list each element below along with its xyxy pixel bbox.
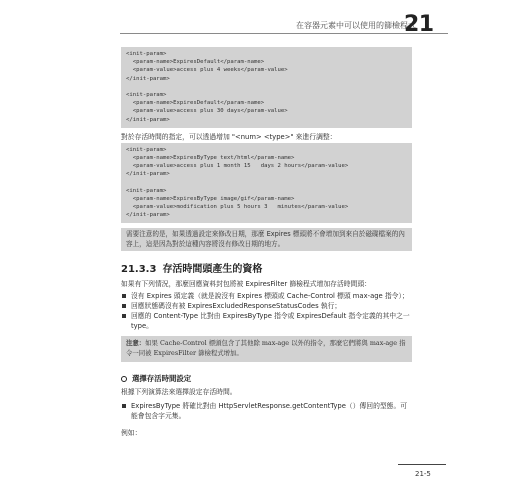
subheading <box>121 374 412 384</box>
section-intro: 如果有下列情況，那麼回應資料封包將被 ExpiresFilter 篩檢程式增加存活時間頭： <box>121 280 371 289</box>
note-text: 如果 Cache-Control 標頭包含了其他除 max-age 以外的指令，那麼它們將與 max-age 指令一同被 ExpiresFilter 篩檢程式增加。 <box>126 339 406 357</box>
code-line: <param-name>ExpiresDefault</param-name> <box>126 100 265 107</box>
sub-intro: 根據下列演算法來選擇設定存活時間。 <box>121 387 237 396</box>
condition-list <box>121 291 412 331</box>
intro-paragraph: 對於存活時間的指定，可以透過增加 "<num> <type>" 來進行調整： <box>121 132 337 141</box>
list-item-text: 回應的 Content-Type 比對由 ExpiresByType 指令或 ExpiresDefault 指令定義的其中之一 type。 <box>131 312 410 331</box>
chapter-number: 21 <box>404 12 434 37</box>
page-header <box>0 0 520 50</box>
code-line: <init-param> <box>126 91 167 98</box>
page-number: 21-5 <box>415 470 431 478</box>
square-bullet-icon <box>122 314 126 318</box>
note-box-cache-control <box>121 336 412 361</box>
header-rule <box>120 33 448 34</box>
list-item-text: 沒有 Expires 頭定義（就是說沒有 Expires 標頭或 Cache-Control 標頭 max-age 指令）； <box>131 292 409 301</box>
code-line <box>126 178 408 186</box>
circle-bullet-icon <box>121 376 127 382</box>
algorithm-list <box>121 401 412 421</box>
code-line: </init-param> <box>126 116 170 123</box>
code-line: <param-value>access plus 30 days</param-value> <box>126 108 288 115</box>
subheading-text: 選擇存活時間設定 <box>132 373 192 383</box>
list-item-text: ExpiresByType 將確比對由 HttpServletResponse.getContentType（）傳回的型態。可能會包含字元集。 <box>131 401 408 420</box>
list-item <box>121 401 412 421</box>
code-line: <param-value>access plus 1 month 15 days 2 hours</param-value> <box>126 163 349 170</box>
code-line: <param-value>modification plus 5 hours 3 minutes</param-value> <box>126 204 349 210</box>
code-line: <param-name>ExpiresByType image/gif</param-name> <box>126 195 295 202</box>
example-label: 例如： <box>121 428 142 437</box>
section-heading <box>121 263 412 277</box>
list-item-text: 回應狀態碼沒有被 ExpiresExcludedResponseStatusCodes 執行； <box>131 302 342 311</box>
list-item <box>121 301 412 311</box>
square-bullet-icon <box>122 294 126 298</box>
note-label: 注意： <box>126 339 146 348</box>
code-line: <param-name>ExpiresDefault</param-name> <box>126 59 265 66</box>
code-line: </init-param> <box>126 171 170 178</box>
page-content <box>121 47 412 438</box>
section-number: 21.3.3 <box>121 264 157 276</box>
code-block-expires-default <box>121 47 412 128</box>
code-line: </init-param> <box>126 75 170 82</box>
footer-rule <box>398 464 446 465</box>
code-block-expires-by-type <box>121 143 412 224</box>
code-line: <init-param> <box>126 146 167 153</box>
square-bullet-icon <box>122 404 126 408</box>
list-item <box>121 311 412 331</box>
section-title: 存活時間頭產生的資格 <box>162 264 263 276</box>
note-box: 需要注意的是，如果透過設定來修改日期，那麼 Expires 標頭將不會增加到來自於磁碟檔案的內容上，這是因為對於這種內容將沒有修改日期的地方。 <box>121 228 412 251</box>
code-line: <init-param> <box>126 51 167 57</box>
list-item <box>121 291 412 301</box>
code-line: <init-param> <box>126 187 167 194</box>
code-line <box>126 83 408 91</box>
code-line: <param-name>ExpiresByType text/html</param-name> <box>126 154 295 161</box>
square-bullet-icon <box>122 304 126 308</box>
code-line: </init-param> <box>126 212 170 219</box>
code-line: <param-value>access plus 4 weeks</param-value> <box>126 67 288 74</box>
running-title: 在容器元素中可以使用的篩檢程式 <box>296 21 416 30</box>
